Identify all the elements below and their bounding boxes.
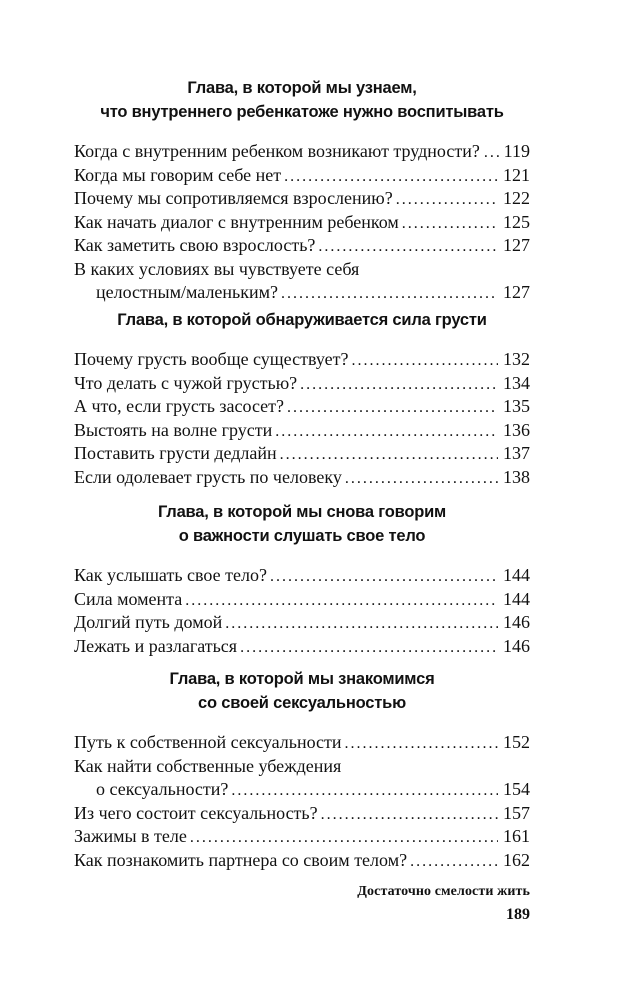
- toc-entry-label: Лежать и разлагаться: [74, 635, 238, 656]
- toc-entry-label: Зажимы в теле: [74, 826, 187, 846]
- toc-entry[interactable]: [74, 348, 530, 372]
- leader-dots: [351, 349, 498, 373]
- chapter-title: [74, 308, 530, 332]
- toc-entry-page: 119: [503, 141, 530, 161]
- toc-entry-label: Из чего состоит сексуальность?: [74, 802, 318, 823]
- toc-entries: [74, 564, 530, 658]
- toc-entry-page: 137: [503, 443, 530, 463]
- leader-dots: [190, 826, 498, 850]
- toc-entry-page: 134: [503, 372, 530, 393]
- toc-entries: [74, 140, 530, 305]
- chapter-section: [74, 500, 530, 658]
- toc-entry[interactable]: [74, 849, 530, 873]
- toc-entry-label: А что, если грусть засосет?: [74, 396, 285, 416]
- leader-dots: [410, 850, 498, 874]
- leader-dots: [281, 282, 498, 306]
- toc-entry[interactable]: [74, 442, 530, 466]
- toc-entry[interactable]: [74, 588, 530, 612]
- chapter-title: [74, 76, 530, 124]
- toc-entry[interactable]: [74, 211, 530, 235]
- toc-entry[interactable]: [74, 258, 530, 282]
- toc-entry[interactable]: [74, 164, 530, 188]
- toc-entry[interactable]: [74, 372, 530, 396]
- toc-page: [74, 0, 530, 1000]
- leader-dots: [240, 636, 498, 660]
- chapter-title-line: Глава, в которой мы знакомимся: [169, 670, 435, 688]
- toc-entry[interactable]: [74, 564, 530, 588]
- toc-entry[interactable]: [74, 187, 530, 211]
- leader-dots: [270, 565, 498, 589]
- toc-entry-label: Сила момента: [74, 588, 183, 609]
- leader-dots: [321, 803, 498, 827]
- toc-entry-label: Поставить грусти дедлайн: [74, 443, 277, 463]
- toc-entry-page: 136: [503, 419, 530, 440]
- toc-entry-page: 162: [503, 849, 530, 870]
- toc-entry-label: Когда мы говорим себе нет: [74, 164, 282, 185]
- toc-entry-label: В каких условиях вы чувствуете себя: [74, 258, 360, 279]
- toc-entry-page: 127: [503, 282, 530, 302]
- toc-entry-label: Как услышать свое тело?: [74, 565, 267, 585]
- toc-entry[interactable]: [74, 825, 530, 849]
- toc-entry-page: 146: [503, 635, 530, 656]
- toc-entry-page: 157: [503, 802, 530, 823]
- toc-entry[interactable]: [74, 140, 530, 164]
- leader-dots: [318, 235, 498, 259]
- leader-dots: [345, 732, 498, 756]
- toc-entry-label: Если одолевает грусть по человеку: [74, 466, 342, 487]
- toc-entry-page: 154: [503, 779, 530, 799]
- toc-entry-label: Что делать с чужой грустью?: [74, 372, 298, 393]
- page-number: 189: [506, 906, 530, 923]
- leader-dots: [185, 589, 498, 613]
- leader-dots: [402, 212, 498, 236]
- toc-entry-page: 121: [503, 164, 530, 185]
- leader-dots: [280, 443, 498, 467]
- leader-dots: [345, 467, 498, 491]
- chapter-title-line: со своей сексуальностью: [198, 694, 406, 712]
- toc-entry-label: Как познакомить партнера со своим телом?: [74, 849, 408, 870]
- running-footer-title: Достаточно смелости жить: [357, 884, 530, 899]
- toc-entry[interactable]: [74, 466, 530, 490]
- chapter-title-line: Глава, в которой мы узнаем,: [187, 79, 417, 97]
- toc-entry-continued[interactable]: [74, 281, 530, 305]
- toc-entry-page: 122: [503, 188, 530, 208]
- toc-entry-label: Как начать диалог с внутренним ребенком: [74, 211, 399, 232]
- toc-entry-page: 144: [503, 588, 530, 609]
- toc-entry[interactable]: [74, 234, 530, 258]
- toc-entry-label: Путь к собственной сексуальности: [74, 732, 342, 752]
- toc-entry-page: 127: [503, 235, 530, 255]
- leader-dots: [284, 165, 498, 189]
- toc-entry-label: Почему мы сопротивляемся взрослению?: [74, 188, 393, 208]
- toc-entry-page: 161: [503, 826, 530, 846]
- toc-entry[interactable]: [74, 802, 530, 826]
- toc-entry-page: 135: [503, 396, 530, 416]
- toc-entry-page: 146: [503, 612, 530, 632]
- leader-dots: [275, 420, 498, 444]
- toc-entry-continued[interactable]: [74, 778, 530, 802]
- chapter-title-line: Глава, в которой обнаруживается сила грусти: [117, 311, 487, 329]
- leader-dots: [396, 188, 498, 212]
- toc-entry-label-cont: целостным/маленьким?: [96, 282, 279, 302]
- toc-entry-label: Когда с внутренним ребенком возникают трудности?: [74, 141, 480, 161]
- toc-entry[interactable]: [74, 755, 530, 779]
- toc-entry-label: Как найти собственные убеждения: [74, 755, 342, 776]
- toc-entries: [74, 731, 530, 872]
- toc-entry-page: 132: [503, 349, 530, 369]
- leader-dots: [225, 612, 498, 636]
- toc-entry-page: 125: [503, 211, 530, 232]
- toc-entry[interactable]: [74, 395, 530, 419]
- toc-entry[interactable]: [74, 419, 530, 443]
- toc-entry[interactable]: [74, 635, 530, 659]
- toc-entry-label-cont: о сексуальности?: [96, 779, 229, 799]
- chapter-title-line: что внутреннего ребенкатоже нужно воспитывать: [100, 103, 504, 121]
- leader-dots: [300, 373, 498, 397]
- leader-dots: [287, 396, 498, 420]
- toc-entry-page: 138: [503, 466, 530, 487]
- toc-entry[interactable]: [74, 731, 530, 755]
- toc-entries: [74, 348, 530, 489]
- toc-entry-label: Почему грусть вообще существует?: [74, 349, 349, 369]
- chapter-section: [74, 667, 530, 872]
- chapter-title-line: Глава, в которой мы снова говорим: [157, 503, 447, 521]
- leader-dots: [484, 141, 499, 165]
- leader-dots: [231, 779, 498, 803]
- toc-entry-label: Выстоять на волне грусти: [74, 419, 273, 440]
- chapter-title: [74, 667, 530, 715]
- toc-entry-page: 144: [503, 565, 530, 585]
- toc-entry-label: Как заметить свою взрослость?: [74, 235, 316, 255]
- chapter-section: [74, 308, 530, 489]
- toc-entry[interactable]: [74, 611, 530, 635]
- chapter-section: [74, 76, 530, 305]
- chapter-title: [74, 500, 530, 548]
- toc-entry-page: 152: [503, 732, 530, 752]
- toc-entry-label: Долгий путь домой: [74, 612, 223, 632]
- chapter-title-line: о важности слушать свое тело: [178, 527, 426, 545]
